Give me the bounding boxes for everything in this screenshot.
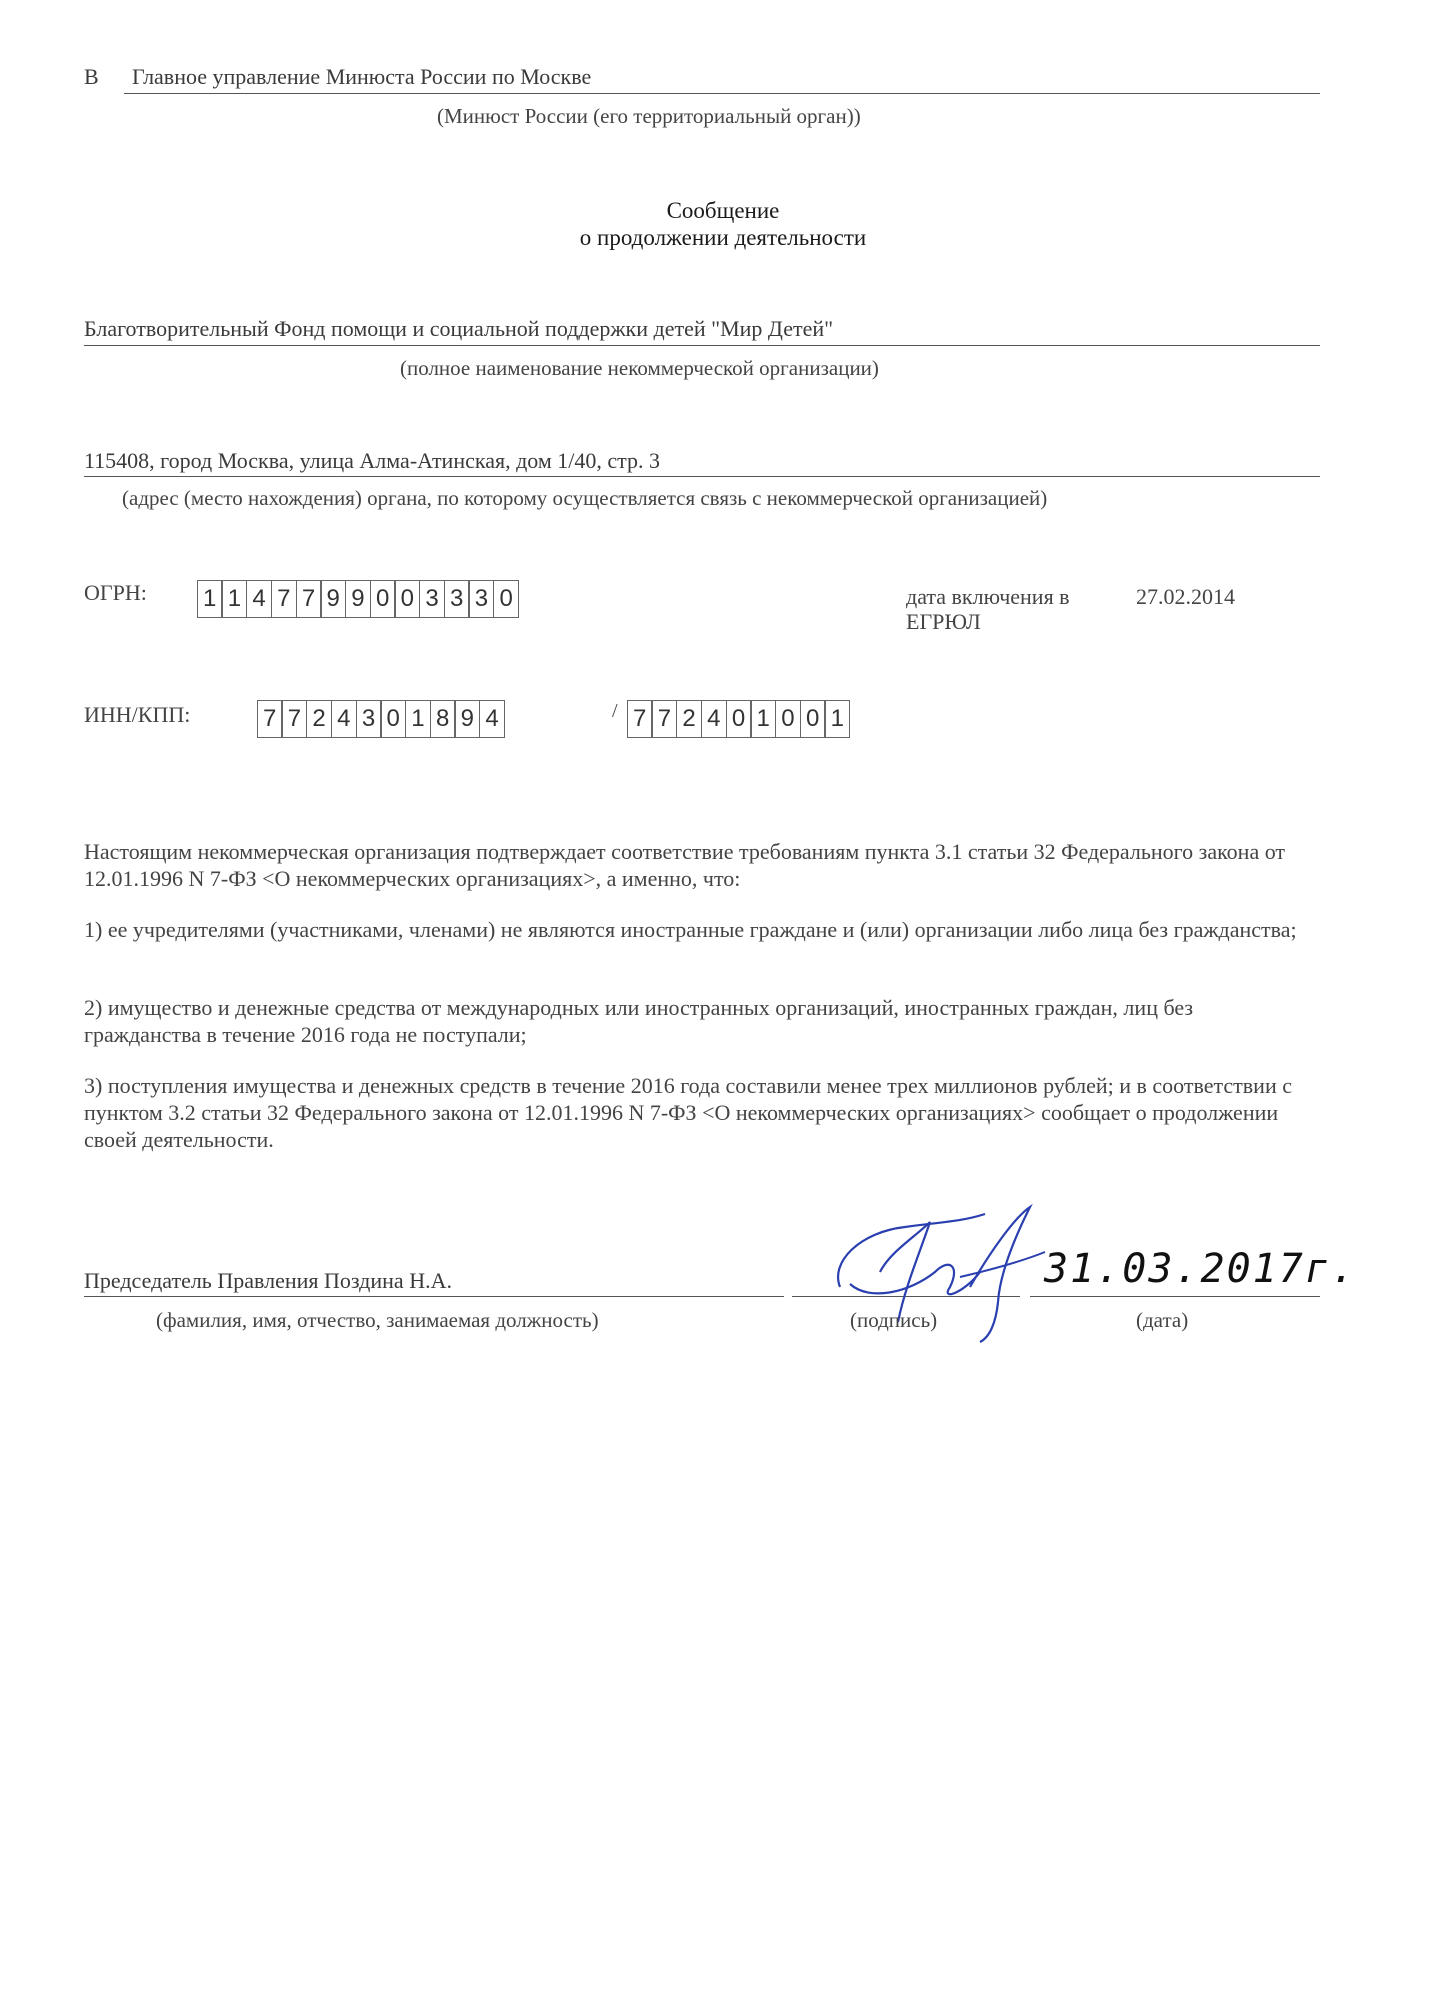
- ogrn-digit: 1: [221, 580, 247, 618]
- ogrn-digit: 0: [394, 580, 420, 618]
- inn-kpp-separator: /: [612, 700, 618, 722]
- recipient-name: Главное управление Минюста России по Москве: [132, 64, 592, 89]
- ogrn-digit: 4: [246, 580, 272, 618]
- body-item-3: 3) поступления имущества и денежных средств в течение 2016 года составили менее трех миллионов рублей; и в соответствии с пунктом 3.2 статьи 32 Федерального закона от 12.01.1996 N 7-ФЗ <О некоммерческих организациях> сообщает о продолжении своей деятельности.: [84, 1073, 1292, 1152]
- recipient-underline: [124, 93, 1320, 94]
- inn-kpp-label: ИНН/КПП:: [84, 702, 191, 727]
- ogrn-digit: 0: [493, 580, 519, 618]
- ogrn-digit: 7: [296, 580, 322, 618]
- kpp-digit: 0: [800, 700, 826, 738]
- address-value: 115408, город Москва, улица Алма-Атинская, дом 1/40, стр. 3: [84, 448, 661, 473]
- signatory: Председатель Правления Поздина Н.А.: [84, 1268, 452, 1293]
- body-item-1: 1) ее учредителями (участниками, членами) не являются иностранные граждане и (или) организации либо лица без гражданства;: [84, 917, 1297, 942]
- ogrn-cells: [198, 580, 519, 618]
- document-title-line1: Сообщение: [666, 198, 780, 223]
- kpp-digit: 1: [750, 700, 776, 738]
- ogrn-digit: 1: [197, 580, 223, 618]
- address-underline: [84, 476, 1320, 477]
- organization-name: Благотворительный Фонд помощи и социальной поддержки детей "Мир Детей": [84, 316, 834, 341]
- ogrn-label: ОГРН:: [84, 580, 147, 605]
- document-title-line2: о продолжении деятельности: [579, 225, 867, 250]
- inn-digit: 3: [356, 700, 382, 738]
- egrul-label-line1: дата включения в: [906, 584, 1070, 609]
- handwritten-date: 31.03.2017г.: [1044, 1246, 1357, 1292]
- ogrn-digit: 9: [345, 580, 371, 618]
- signatory-caption: (фамилия, имя, отчество, занимаемая должность): [156, 1308, 599, 1332]
- inn-digit: 4: [479, 700, 505, 738]
- inn-digit: 8: [430, 700, 456, 738]
- date-underline: [1030, 1296, 1320, 1297]
- body-item-2: 2) имущество и денежные средства от международных или иностранных организаций, иностранных граждан, лиц без гражданства в течение 2016 года не поступали;: [84, 995, 1194, 1047]
- inn-digit: 2: [306, 700, 332, 738]
- signature-caption: (подпись): [850, 1308, 938, 1332]
- recipient-caption: (Минюст России (его территориальный орган)): [437, 104, 861, 128]
- kpp-digit: 0: [726, 700, 752, 738]
- date-caption: (дата): [1136, 1308, 1189, 1332]
- kpp-digit: 7: [651, 700, 677, 738]
- recipient-prefix: В: [84, 64, 99, 89]
- inn-digit: 7: [281, 700, 307, 738]
- inn-digit: 9: [454, 700, 480, 738]
- kpp-digit: 1: [824, 700, 850, 738]
- kpp-digit: 0: [775, 700, 801, 738]
- ogrn-digit: 3: [468, 580, 494, 618]
- ogrn-digit: 7: [271, 580, 297, 618]
- egrul-label-line2: ЕГРЮЛ: [906, 609, 981, 634]
- organization-underline: [84, 345, 1320, 346]
- kpp-digit: 7: [627, 700, 653, 738]
- kpp-digit: 2: [676, 700, 702, 738]
- ogrn-digit: 0: [370, 580, 396, 618]
- egrul-date: 27.02.2014: [1136, 584, 1235, 609]
- inn-digit: 1: [405, 700, 431, 738]
- ogrn-digit: 9: [320, 580, 346, 618]
- signatory-underline: [84, 1296, 784, 1297]
- inn-cells: [258, 700, 505, 738]
- inn-digit: 7: [257, 700, 283, 738]
- inn-digit: 0: [380, 700, 406, 738]
- kpp-digit: 4: [701, 700, 727, 738]
- inn-digit: 4: [331, 700, 357, 738]
- kpp-cells: [628, 700, 850, 738]
- body-intro: Настоящим некоммерческая организация подтверждает соответствие требованиям пункта 3.1 статьи 32 Федерального закона от 12.01.1996 N 7-ФЗ <О некоммерческих организациях>, а именно, что:: [84, 839, 1286, 891]
- address-caption: (адрес (место нахождения) органа, по которому осуществляется связь с некоммерческой организацией): [122, 486, 1048, 510]
- organization-caption: (полное наименование некоммерческой организации): [400, 356, 879, 380]
- ogrn-digit: 3: [444, 580, 470, 618]
- ogrn-digit: 3: [419, 580, 445, 618]
